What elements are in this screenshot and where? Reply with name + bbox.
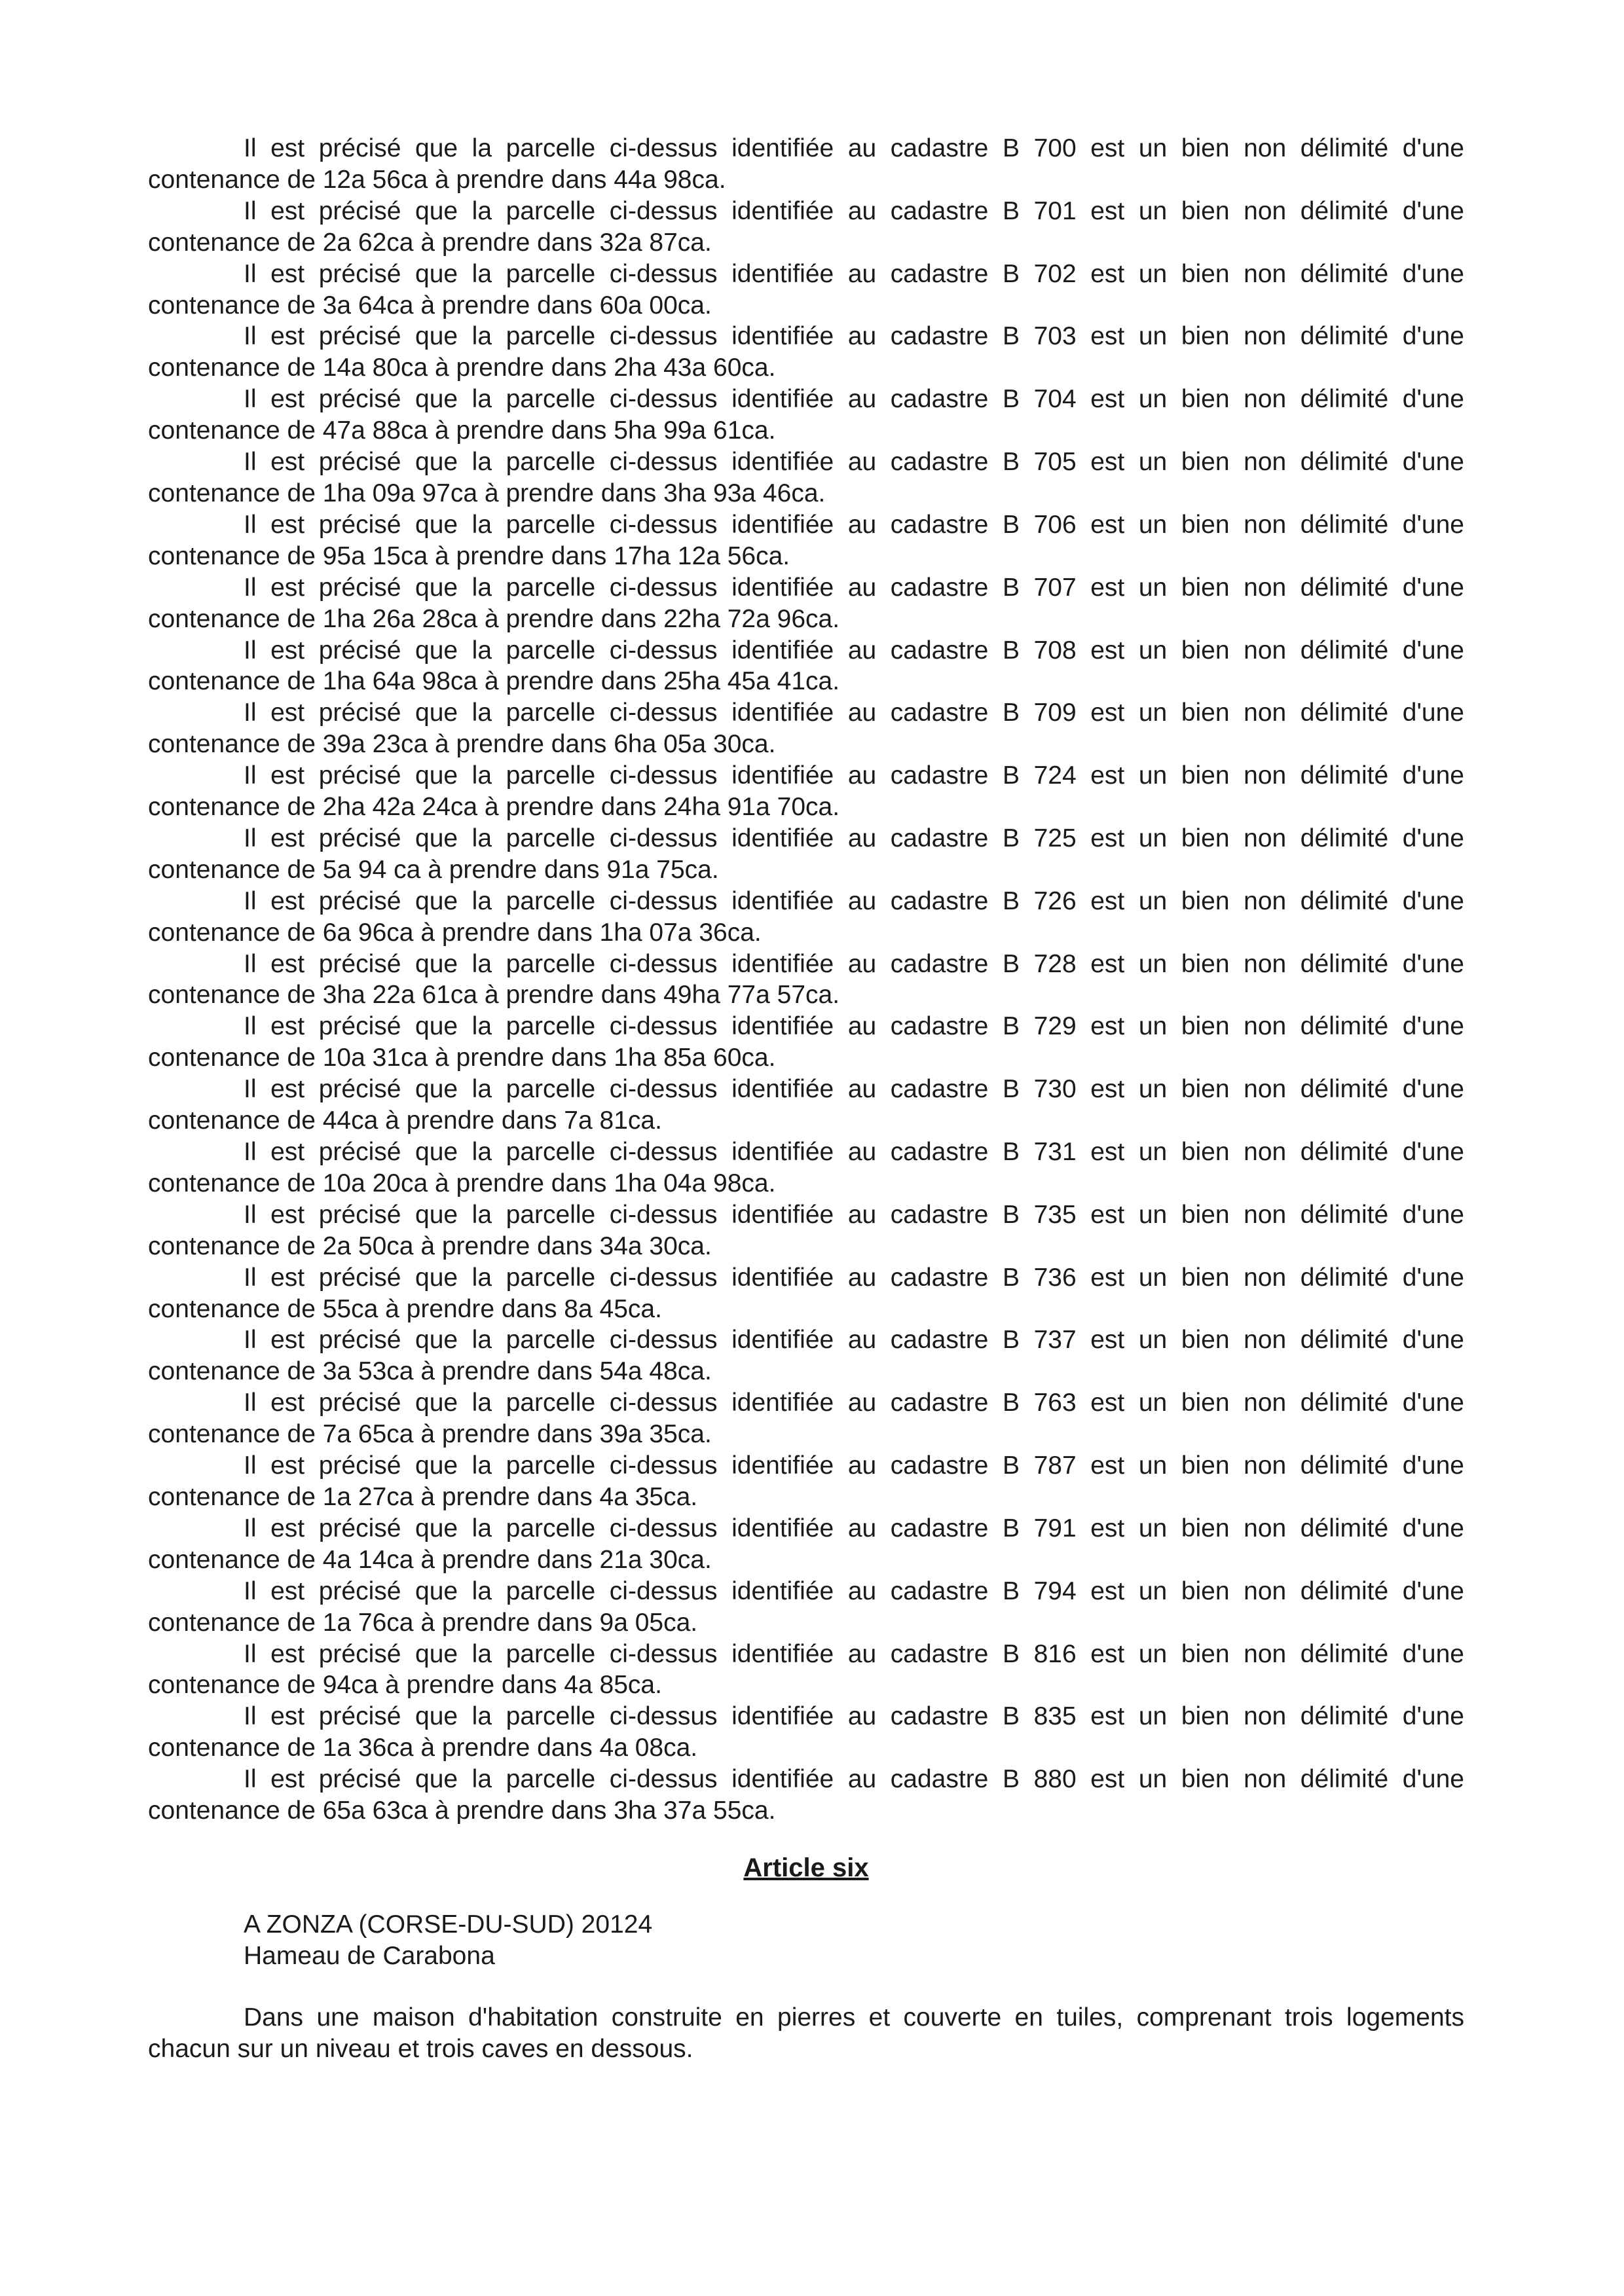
clause-line: Il est précisé que la parcelle ci-dessus identifiée au cadastre B 731 est un bien non délimité d'une	[244, 1138, 1464, 1166]
clause-line: Il est précisé que la parcelle ci-dessus identifiée au cadastre B 730 est un bien non délimité d'une	[244, 1075, 1464, 1104]
description-line: Dans une maison d'habitation construite en pierres et couverte en tuiles, comprenant trois logements	[244, 2003, 1464, 2032]
cadastre-clause	[148, 886, 1464, 949]
clause-line: contenance de 1ha 26a 28ca à prendre dans 22ha 72a 96ca.	[148, 604, 840, 633]
cadastre-clause	[148, 446, 1464, 509]
cadastre-clause	[148, 1387, 1464, 1450]
clause-line: Il est précisé que la parcelle ci-dessus identifiée au cadastre B 794 est un bien non délimité d'une	[244, 1576, 1464, 1605]
clause-line: Il est précisé que la parcelle ci-dessus identifiée au cadastre B 706 est un bien non délimité d'une	[244, 510, 1464, 539]
clause-line: Il est précisé que la parcelle ci-dessus identifiée au cadastre B 735 est un bien non délimité d'une	[244, 1200, 1464, 1229]
clause-line: contenance de 2a 50ca à prendre dans 34a 30ca.	[148, 1231, 712, 1260]
clause-line: contenance de 47a 88ca à prendre dans 5ha 99a 61ca.	[148, 416, 776, 445]
clause-line: contenance de 94ca à prendre dans 4a 85ca.	[148, 1671, 662, 1700]
clause-line: contenance de 55ca à prendre dans 8a 45ca.	[148, 1294, 662, 1323]
clause-line: Il est précisé que la parcelle ci-dessus identifiée au cadastre B 703 est un bien non délimité d'une	[244, 322, 1464, 351]
cadastre-clause	[148, 1764, 1464, 1827]
cadastre-clause	[148, 760, 1464, 823]
clause-line: Il est précisé que la parcelle ci-dessus identifiée au cadastre B 737 est un bien non délimité d'une	[244, 1326, 1464, 1355]
property-description	[148, 2002, 1464, 2065]
clause-line: contenance de 1ha 09a 97ca à prendre dans 3ha 93a 46ca.	[148, 479, 826, 507]
cadastre-clause	[148, 1011, 1464, 1074]
property-address	[148, 1909, 1464, 1972]
clause-line: Il est précisé que la parcelle ci-dessus identifiée au cadastre B 725 est un bien non délimité d'une	[244, 824, 1464, 852]
clause-line: contenance de 44ca à prendre dans 7a 81ca.	[148, 1106, 662, 1135]
cadastre-clause	[148, 259, 1464, 321]
cadastre-clause	[148, 1701, 1464, 1764]
cadastre-clause	[148, 1074, 1464, 1137]
description-line: chacun sur un niveau et trois caves en dessous.	[148, 2034, 693, 2063]
address-line-hamlet: Hameau de Carabona	[244, 1941, 495, 1970]
clause-line: contenance de 7a 65ca à prendre dans 39a 35ca.	[148, 1420, 712, 1449]
cadastre-clause	[148, 321, 1464, 384]
document-page	[148, 133, 1464, 2064]
clause-line: Il est précisé que la parcelle ci-dessus identifiée au cadastre B 726 est un bien non délimité d'une	[244, 886, 1464, 915]
clause-line: Il est précisé que la parcelle ci-dessus identifiée au cadastre B 835 est un bien non délimité d'une	[244, 1702, 1464, 1731]
cadastre-clauses	[148, 133, 1464, 1827]
address-line-commune: A ZONZA (CORSE-DU-SUD) 20124	[244, 1910, 653, 1939]
cadastre-clause	[148, 572, 1464, 635]
cadastre-clause	[148, 133, 1464, 196]
cadastre-clause	[148, 1639, 1464, 1702]
clause-line: Il est précisé que la parcelle ci-dessus identifiée au cadastre B 700 est un bien non délimité d'une	[244, 134, 1464, 162]
clause-line: Il est précisé que la parcelle ci-dessus identifiée au cadastre B 709 est un bien non délimité d'une	[244, 699, 1464, 727]
clause-line: contenance de 1a 76ca à prendre dans 9a 05ca.	[148, 1608, 698, 1637]
clause-line: Il est précisé que la parcelle ci-dessus identifiée au cadastre B 787 est un bien non délimité d'une	[244, 1451, 1464, 1480]
cadastre-clause	[148, 196, 1464, 259]
cadastre-clause	[148, 1513, 1464, 1576]
cadastre-clause	[148, 1262, 1464, 1325]
clause-line: Il est précisé que la parcelle ci-dessus identifiée au cadastre B 704 est un bien non délimité d'une	[244, 385, 1464, 414]
clause-line: Il est précisé que la parcelle ci-dessus identifiée au cadastre B 707 est un bien non délimité d'une	[244, 573, 1464, 602]
cadastre-clause	[148, 697, 1464, 760]
clause-line: contenance de 4a 14ca à prendre dans 21a 30ca.	[148, 1545, 712, 1574]
cadastre-clause	[148, 1450, 1464, 1513]
clause-line: contenance de 1a 27ca à prendre dans 4a 35ca.	[148, 1482, 698, 1511]
clause-line: contenance de 2ha 42a 24ca à prendre dans 24ha 91a 70ca.	[148, 793, 840, 822]
clause-line: Il est précisé que la parcelle ci-dessus identifiée au cadastre B 880 est un bien non délimité d'une	[244, 1765, 1464, 1794]
cadastre-clause	[148, 949, 1464, 1011]
clause-line: contenance de 1ha 64a 98ca à prendre dans 25ha 45a 41ca.	[148, 667, 840, 696]
clause-line: contenance de 10a 31ca à prendre dans 1ha 85a 60ca.	[148, 1044, 776, 1072]
clause-line: Il est précisé que la parcelle ci-dessus identifiée au cadastre B 816 est un bien non délimité d'une	[244, 1639, 1464, 1668]
clause-line: Il est précisé que la parcelle ci-dessus identifiée au cadastre B 729 est un bien non délimité d'une	[244, 1012, 1464, 1041]
cadastre-clause	[148, 1324, 1464, 1387]
clause-line: contenance de 6a 96ca à prendre dans 1ha 07a 36ca.	[148, 918, 762, 947]
cadastre-clause	[148, 635, 1464, 698]
clause-line: Il est précisé que la parcelle ci-dessus identifiée au cadastre B 705 est un bien non délimité d'une	[244, 448, 1464, 477]
clause-line: Il est précisé que la parcelle ci-dessus identifiée au cadastre B 708 est un bien non délimité d'une	[244, 636, 1464, 665]
clause-line: contenance de 3ha 22a 61ca à prendre dans 49ha 77a 57ca.	[148, 981, 840, 1010]
clause-line: Il est précisé que la parcelle ci-dessus identifiée au cadastre B 728 est un bien non délimité d'une	[244, 949, 1464, 978]
cadastre-clause	[148, 823, 1464, 886]
clause-line: contenance de 3a 53ca à prendre dans 54a 48ca.	[148, 1357, 712, 1386]
cadastre-clause	[148, 1199, 1464, 1262]
clause-line: contenance de 95a 15ca à prendre dans 17ha 12a 56ca.	[148, 541, 790, 570]
article-heading: Article six	[743, 1853, 869, 1882]
cadastre-clause	[148, 384, 1464, 446]
clause-line: Il est précisé que la parcelle ci-dessus identifiée au cadastre B 763 est un bien non délimité d'une	[244, 1389, 1464, 1417]
clause-line: Il est précisé que la parcelle ci-dessus identifiée au cadastre B 701 est un bien non délimité d'une	[244, 196, 1464, 225]
cadastre-clause	[148, 1576, 1464, 1639]
clause-line: contenance de 3a 64ca à prendre dans 60a 00ca.	[148, 291, 712, 319]
clause-line: contenance de 1a 36ca à prendre dans 4a 08ca.	[148, 1734, 698, 1762]
clause-line: Il est précisé que la parcelle ci-dessus identifiée au cadastre B 791 est un bien non délimité d'une	[244, 1514, 1464, 1542]
clause-line: contenance de 65a 63ca à prendre dans 3ha 37a 55ca.	[148, 1796, 776, 1825]
clause-line: Il est précisé que la parcelle ci-dessus identifiée au cadastre B 702 est un bien non délimité d'une	[244, 259, 1464, 288]
clause-line: contenance de 5a 94 ca à prendre dans 91a 75ca.	[148, 855, 719, 884]
clause-line: contenance de 14a 80ca à prendre dans 2ha 43a 60ca.	[148, 354, 776, 382]
clause-line: Il est précisé que la parcelle ci-dessus identifiée au cadastre B 724 est un bien non délimité d'une	[244, 761, 1464, 790]
cadastre-clause	[148, 1137, 1464, 1199]
clause-line: Il est précisé que la parcelle ci-dessus identifiée au cadastre B 736 est un bien non délimité d'une	[244, 1263, 1464, 1292]
cadastre-clause	[148, 509, 1464, 572]
clause-line: contenance de 39a 23ca à prendre dans 6ha 05a 30ca.	[148, 730, 776, 759]
clause-line: contenance de 2a 62ca à prendre dans 32a 87ca.	[148, 228, 712, 257]
clause-line: contenance de 12a 56ca à prendre dans 44a 98ca.	[148, 165, 726, 194]
clause-line: contenance de 10a 20ca à prendre dans 1ha 04a 98ca.	[148, 1169, 776, 1197]
